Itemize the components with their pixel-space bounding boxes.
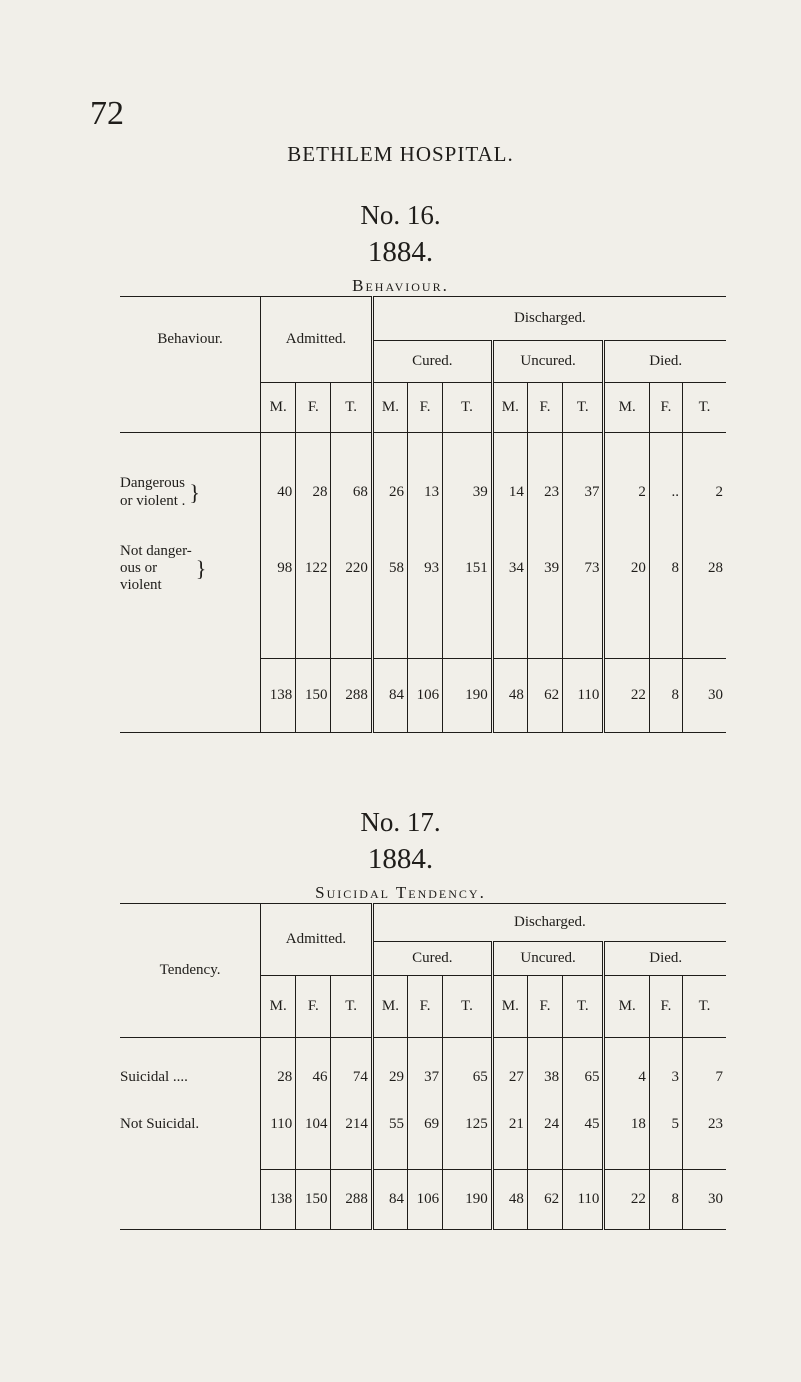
cell: 5 [649,1100,682,1150]
cell: 46 [296,1056,331,1100]
total-cell: 62 [527,1170,562,1230]
cell: 58 [372,525,407,613]
cell: 13 [407,461,442,525]
cell: 68 [331,461,372,525]
sub-header: M. [261,383,296,433]
cell: 18 [604,1100,649,1150]
sub-header: T. [331,976,372,1038]
cell: 40 [261,461,296,525]
total-cell: 48 [492,1170,527,1230]
cell: 29 [372,1056,407,1100]
table16-title: Behaviour. [352,276,449,295]
cell: 34 [492,525,527,613]
sub-header: F. [407,976,442,1038]
cell: 28 [261,1056,296,1100]
total-cell: 8 [649,659,682,733]
sub-header: T. [683,976,727,1038]
table16-year: 1884. [367,236,434,268]
cell: 151 [443,525,493,613]
died-header: Died. [604,942,726,976]
cell: 74 [331,1056,372,1100]
table17-suicidal-tendency [120,903,726,1230]
cell: 4 [604,1056,649,1100]
cell: 28 [296,461,331,525]
total-cell: 110 [563,1170,604,1230]
total-cell: 22 [604,1170,649,1230]
cell: 38 [527,1056,562,1100]
cell: 65 [563,1056,604,1100]
cell: 27 [492,1056,527,1100]
sub-header: M. [604,383,649,433]
page-number: 72 [90,95,124,132]
total-cell: 84 [372,659,407,733]
total-cell: 110 [563,659,604,733]
uncured-header: Uncured. [492,341,604,383]
total-cell: 150 [296,659,331,733]
cell: 23 [527,461,562,525]
row-label: Not danger- ous or violent} [120,542,207,594]
cell: 39 [527,525,562,613]
discharged-header: Discharged. [372,297,726,341]
admitted-header: Admitted. [261,297,373,383]
sub-header: M. [261,976,296,1038]
sub-header: F. [407,383,442,433]
running-head: BETHLEM HOSPITAL. [287,142,514,166]
cured-header: Cured. [372,341,492,383]
total-cell: 106 [407,1170,442,1230]
total-cell: 150 [296,1170,331,1230]
died-header: Died. [604,341,726,383]
total-cell: 288 [331,659,372,733]
sub-header: F. [527,383,562,433]
table16-number: No. 16. [360,200,441,230]
cell: 2 [683,461,727,525]
sub-header: T. [563,383,604,433]
total-cell: 48 [492,659,527,733]
sub-header: F. [527,976,562,1038]
total-cell: 288 [331,1170,372,1230]
table17-title: Suicidal Tendency. [315,883,486,902]
cell: 110 [261,1100,296,1150]
cell: 8 [649,525,682,613]
cell: 2 [604,461,649,525]
cell: 125 [443,1100,493,1150]
cell: 122 [296,525,331,613]
table-row [120,461,726,525]
cell: 98 [261,525,296,613]
sub-header: T. [443,383,493,433]
total-cell: 30 [683,1170,727,1230]
discharged-header: Discharged. [372,904,726,942]
cell: 37 [563,461,604,525]
sub-header: M. [604,976,649,1038]
sub-header: T. [683,383,727,433]
sub-header: M. [372,976,407,1038]
sub-header: M. [492,383,527,433]
cell: 39 [443,461,493,525]
total-cell: 138 [261,1170,296,1230]
total-cell: 84 [372,1170,407,1230]
table-row [120,1100,726,1150]
table-row [120,1056,726,1100]
totals-row [120,1170,726,1230]
cell: 65 [443,1056,493,1100]
table-row [120,525,726,613]
row-label: Not Suicidal. [120,1115,200,1132]
total-cell: 190 [443,659,493,733]
sub-header: M. [492,976,527,1038]
cell: 7 [683,1056,727,1100]
sub-header: T. [563,976,604,1038]
cell: 20 [604,525,649,613]
cell: 3 [649,1056,682,1100]
cell: 104 [296,1100,331,1150]
total-cell: 8 [649,1170,682,1230]
row-label: Dangerous or violent . } [120,475,200,509]
cell: 93 [407,525,442,613]
table17-year: 1884. [367,843,434,875]
sub-header: F. [649,383,682,433]
admitted-header: Admitted. [261,904,373,976]
cured-header: Cured. [372,942,492,976]
row-header: Tendency. [120,904,261,1038]
total-cell: 30 [683,659,727,733]
table17-number: No. 17. [360,807,441,837]
cell: 14 [492,461,527,525]
cell: 69 [407,1100,442,1150]
cell: 28 [683,525,727,613]
cell: 45 [563,1100,604,1150]
sub-header: T. [331,383,372,433]
cell: 214 [331,1100,372,1150]
cell: 220 [331,525,372,613]
totals-row [120,659,726,733]
cell: 73 [563,525,604,613]
table16-behaviour [120,296,726,733]
cell: 55 [372,1100,407,1150]
sub-header: M. [372,383,407,433]
cell: 21 [492,1100,527,1150]
sub-header: F. [296,383,331,433]
total-cell: 106 [407,659,442,733]
row-label: Suicidal .... [120,1068,188,1085]
sub-header: F. [296,976,331,1038]
uncured-header: Uncured. [492,942,604,976]
cell: .. [649,461,682,525]
cell: 37 [407,1056,442,1100]
row-header: Behaviour. [120,297,261,383]
cell: 23 [683,1100,727,1150]
sub-header: F. [649,976,682,1038]
cell: 26 [372,461,407,525]
total-cell: 190 [443,1170,493,1230]
total-cell: 62 [527,659,562,733]
total-cell: 138 [261,659,296,733]
total-cell: 22 [604,659,649,733]
cell: 24 [527,1100,562,1150]
sub-header: T. [443,976,493,1038]
